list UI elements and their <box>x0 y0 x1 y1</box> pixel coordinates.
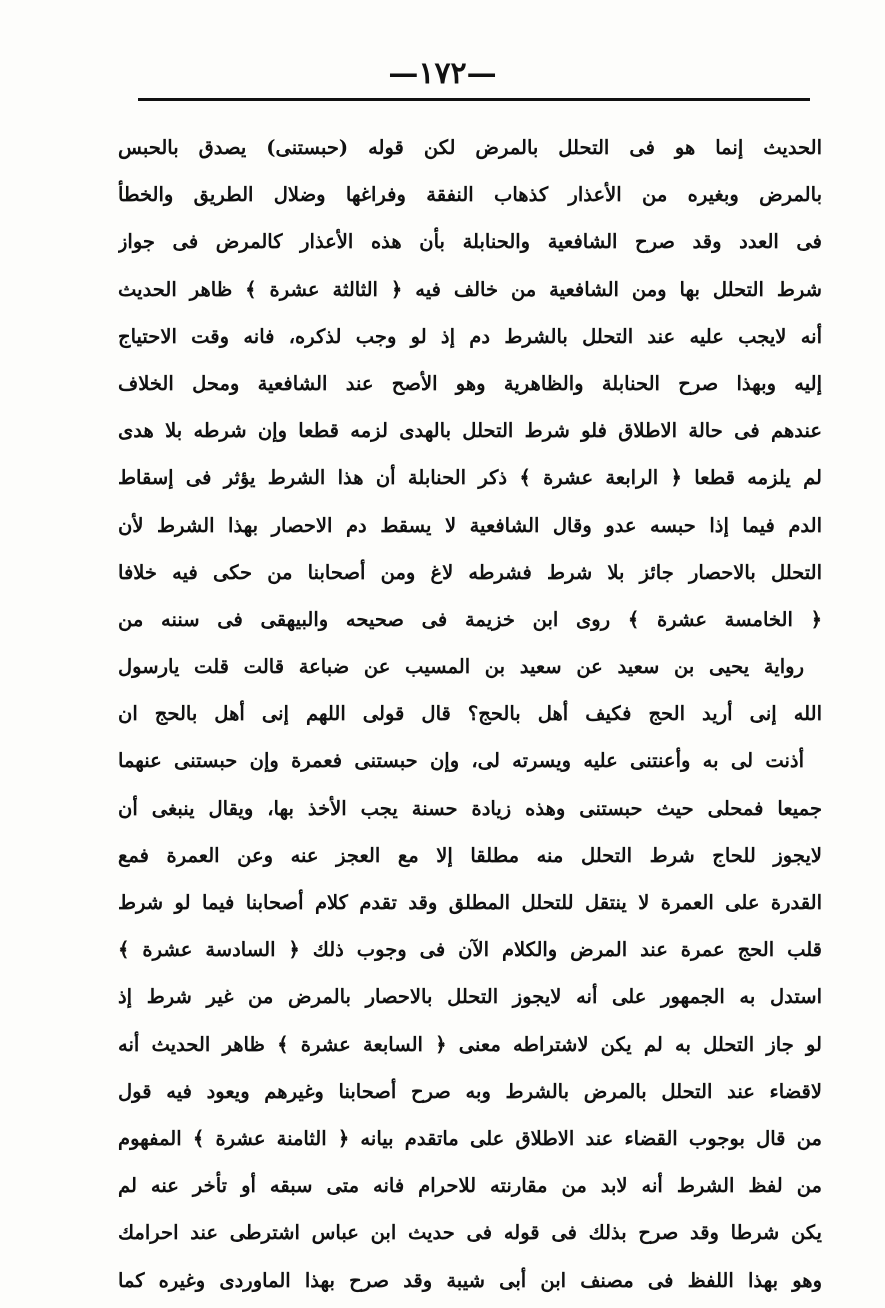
text-line: قلب الحج عمرة عند المرض والكلام الآن فى وجوب ذلك ﴿ السادسة عشرة ﴾ <box>118 938 822 962</box>
text-line: لايجوز للحاج شرط التحلل منه مطلقا إلا مع العجز عنه وعن العمرة فمع <box>118 843 822 867</box>
text-line: جميعا فمحلى حيث حبستنى وهذه زيادة حسنة يجب الأخذ بها، ويقال ينبغى أن <box>118 796 822 820</box>
text-line: القدرة على العمرة لا ينتقل للتحلل المطلق وقد تقدم كلام أصحابنا فيما لو شرط <box>118 891 822 914</box>
body-text <box>118 124 822 1304</box>
text-line: أذنت لى به وأعنتنى عليه ويسرته لى، وإن حبستنى فعمرة وإن حبستنى عنهما <box>118 749 804 773</box>
text-line: التحلل بالاحصار جائز بلا شرط فشرطه لاغ ومن أصحابنا من حكى فيه خلافا <box>118 560 822 584</box>
text-line: وهو بهذا اللفظ فى مصنف ابن أبى شيبة وقد صرح بهذا الماوردى وغيره كما <box>118 1268 822 1292</box>
text-line: رواية يحيى بن سعيد عن سعيد بن المسيب عن ضباعة قالت قلت يارسول <box>118 655 804 679</box>
text-line: فى العدد وقد صرح الشافعية والحنابلة بأن هذه الأعذار كالمرض فى جواز <box>118 230 822 254</box>
text-line: أنه لايجب عليه عند التحلل بالشرط دم إذ لو وجب لذكره، فانه وقت الاحتياج <box>118 324 822 348</box>
page-number: —١٧٢— <box>388 56 497 91</box>
text-line: لم يلزمه قطعا ﴿ الرابعة عشرة ﴾ ذكر الحنابلة أن هذا الشرط يؤثر فى إسقاط <box>118 466 822 490</box>
text-line: لاقضاء عند التحلل بالمرض بالشرط وبه صرح أصحابنا وغيرهم ويعود فيه قول <box>118 1079 822 1103</box>
text-line: بالمرض وبغيره من الأعذار كذهاب النفقة وفراغها وضلال الطريق والخطأ <box>118 183 822 207</box>
text-line: من قال بوجوب القضاء عند الاطلاق على ماتقدم بيانه ﴿ الثامنة عشرة ﴾ المفهوم <box>118 1126 822 1150</box>
text-line: استدل به الجمهور على أنه لايجوز التحلل بالاحصار بالمرض من غير شرط إذ <box>118 985 822 1009</box>
text-line: الدم فيما إذا حبسه عدو وقال الشافعية لا يسقط دم الاحصار بهذا الشرط لأن <box>118 513 822 537</box>
text-line: الله إنى أريد الحج فكيف أهل بالحج؟ قال قولى اللهم إنى أهل بالحج ان <box>118 702 822 726</box>
text-line: لو جاز التحلل به لم يكن لاشتراطه معنى ﴿ السابعة عشرة ﴾ ظاهر الحديث أنه <box>118 1032 822 1056</box>
text-line: من لفظ الشرط أنه لابد من مقارنته للاحرام فانه متى سبقه أو تأخر عنه لم <box>118 1174 822 1198</box>
text-line: ﴿ الخامسة عشرة ﴾ روى ابن خزيمة فى صحيحه والبيهقى فى سننه من <box>118 607 822 631</box>
text-line: شرط التحلل بها ومن الشافعية من خالف فيه ﴿ الثالثة عشرة ﴾ ظاهر الحديث <box>118 277 822 301</box>
text-line: الحديث إنما هو فى التحلل بالمرض لكن قوله (حبستنى) يصدق بالحبس <box>118 136 822 159</box>
text-line: يكن شرطا وقد صرح بذلك فى قوله فى حديث ابن عباس اشترطى عند احرامك <box>118 1221 822 1245</box>
header-rule <box>138 98 810 101</box>
text-line: إليه وبهذا صرح الحنابلة والظاهرية وهو الأصح عند الشافعية ومحل الخلاف <box>118 371 822 395</box>
text-line: عندهم فى حالة الاطلاق فلو شرط التحلل بالهدى لزمه قطعا وإن شرطه بلا هدى <box>118 419 822 443</box>
